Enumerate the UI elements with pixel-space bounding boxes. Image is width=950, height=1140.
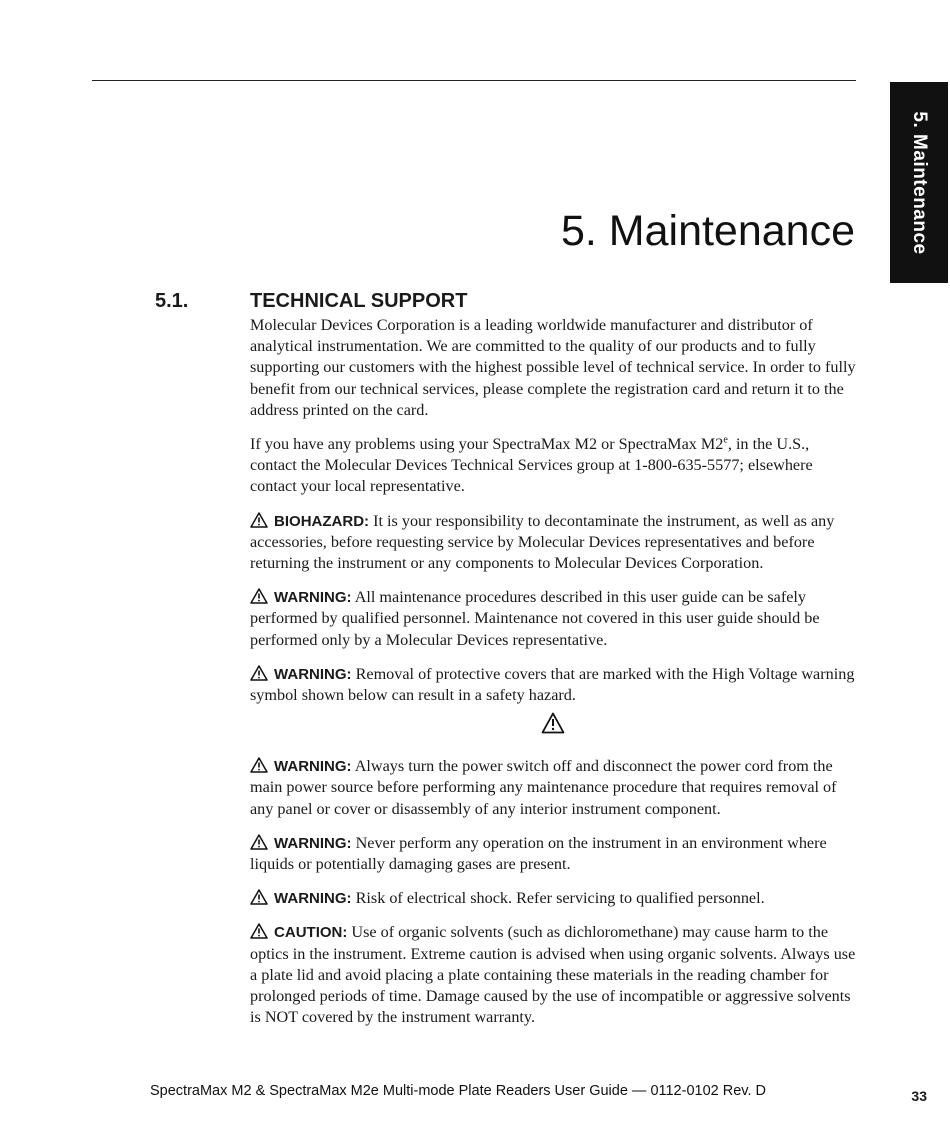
warning-triangle-icon	[250, 834, 268, 850]
warning-notice	[250, 587, 856, 651]
contact-text-b: , in the U.S., contact the Molecular Devices Technical Services group at 1-800-635-5577; elsewhere contact your local representative.	[250, 435, 813, 496]
warning-triangle-icon	[250, 889, 268, 905]
warning-triangle-icon	[250, 665, 268, 681]
notice-label: WARNING:	[274, 890, 352, 908]
notice-text: Risk of electrical shock. Refer servicing to qualified personnel.	[355, 889, 765, 908]
page-footer: SpectraMax M2 & SpectraMax M2e Multi-mode Plate Readers User Guide — 0112-0102 Rev. D	[150, 1083, 766, 1099]
warning-notice	[250, 833, 856, 875]
warning-triangle-icon	[250, 923, 268, 939]
section-title: TECHNICAL SUPPORT	[250, 290, 468, 312]
warning-notice	[250, 664, 856, 706]
biohazard-notice	[250, 511, 856, 575]
chapter-title: 5. Maintenance	[560, 207, 855, 255]
notice-text: All maintenance procedures described in this user guide can be safely performed by qualified personnel. Maintenance not covered in this user guide should be performed only by a Molecular Devices representative.	[250, 588, 820, 649]
body-text	[250, 315, 856, 1041]
warning-notice	[250, 888, 856, 909]
header-rule	[92, 80, 856, 81]
warning-triangle-icon	[250, 588, 268, 604]
warning-triangle-icon	[250, 757, 268, 773]
notice-label: WARNING:	[274, 589, 352, 607]
notice-label: WARNING:	[274, 758, 352, 776]
notice-text: Use of organic solvents (such as dichloromethane) may cause harm to the optics in the instrument. Extreme caution is advised when using organic solvents. Always use a plate lid and avoid placing a plate containing these materials in the reading chamber for prolonged periods of time. Damage caused by the use of incompatible or aggressive solvents is NOT covered by the instrument warranty.	[250, 923, 856, 1027]
side-tab-label: 5. Maintenance	[909, 110, 930, 255]
intro-paragraph: Molecular Devices Corporation is a leading worldwide manufacturer and distributor of analytical instrumentation. We are committed to the quality of our products and to fully supporting our customers with the highest possible level of technical service. In order to fully benefit from our technical services, please complete the registration card and return it to the address printed on the card.	[250, 316, 856, 419]
chapter-side-tab	[890, 82, 948, 283]
notice-label: WARNING:	[274, 665, 352, 683]
notice-label: WARNING:	[274, 834, 352, 852]
section-number: 5.1.	[155, 290, 189, 312]
caution-notice	[250, 922, 856, 1028]
notice-label: CAUTION:	[274, 924, 348, 942]
contact-text-a: If you have any problems using your SpectraMax M2 or SpectraMax M2	[250, 435, 724, 454]
notice-text: Removal of protective covers that are marked with the High Voltage warning symbol shown below can result in a safety hazard.	[250, 664, 855, 705]
contact-superscript: e	[723, 434, 728, 446]
notice-label: BIOHAZARD:	[274, 512, 370, 530]
high-voltage-warning-icon	[541, 712, 565, 734]
contact-paragraph	[250, 434, 856, 498]
notice-text: Always turn the power switch off and disconnect the power cord from the main power source before performing any maintenance procedure that requires removal of any panel or cover or disassembly of any interior instrument component.	[250, 757, 837, 818]
notice-text: Never perform any operation on the instrument in an environment where liquids or potentially damaging gases are present.	[250, 833, 827, 874]
warning-notice	[250, 756, 856, 820]
warning-triangle-icon	[250, 512, 268, 528]
high-voltage-symbol	[250, 712, 856, 742]
notice-text: It is your responsibility to decontaminate the instrument, as well as any accessories, before requesting service by Molecular Devices representatives and before returning the instrument or any components to Molecular Devices Corporation.	[250, 511, 835, 573]
page-number: 33	[911, 1088, 927, 1104]
